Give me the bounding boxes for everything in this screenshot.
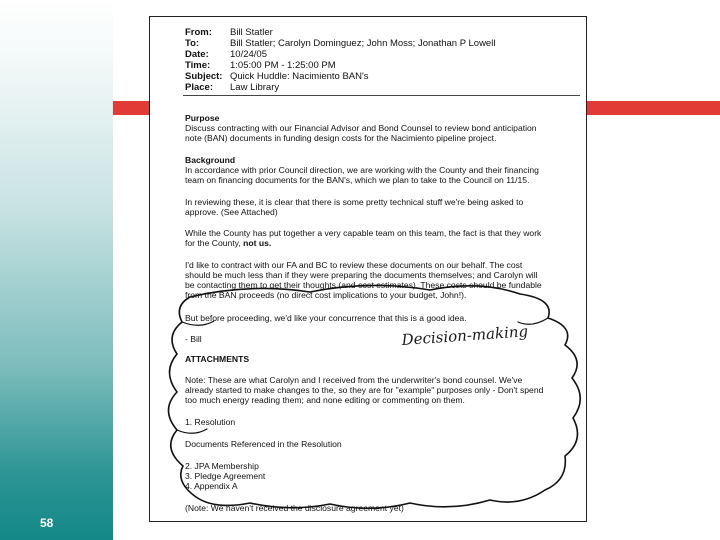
attachments-note-line: Note: These are what Carolyn and I received from the underwriter's bond counsel. We've: [185, 375, 523, 385]
header-subject-key: Subject:: [185, 71, 223, 82]
attachment-item: 4. Appendix A: [185, 481, 238, 491]
attachments-heading: ATTACHMENTS: [185, 354, 250, 364]
background-line: be contacting them to get their thoughts (and cost estimates). These costs should be fundable: [185, 280, 542, 290]
purpose-line: note (BAN) documents in funding design costs for the Nacimiento pipeline project.: [185, 133, 497, 143]
background-line: I'd like to contract with our FA and BC to review these documents on our behalf. The cost: [185, 260, 523, 270]
header-from-key: From:: [185, 27, 212, 38]
header-date-key: Date:: [185, 49, 209, 60]
header-place-value: Law Library: [230, 82, 280, 93]
concurrence-line: But before proceeding, we'd like your concurrence that this is a good idea.: [185, 313, 467, 323]
attachment-item: 3. Pledge Agreement: [185, 471, 266, 481]
attachments-note-line: too much energy reading them; and none editing or commenting on them.: [185, 395, 465, 405]
emphasis-text: not us.: [243, 238, 272, 248]
purpose-heading: Purpose: [185, 113, 220, 123]
header-time-value: 1:05:00 PM - 1:25:00 PM: [230, 60, 336, 71]
slide-number: 58: [40, 516, 54, 530]
header-from-value: Bill Statler: [230, 27, 273, 38]
header-time-key: Time:: [185, 60, 211, 71]
background-line: should be much less than if they were preparing the documents themselves; and Carolyn will: [185, 270, 538, 280]
header-date-value: 10/24/05: [230, 49, 267, 60]
background-text: for the County,: [185, 238, 244, 248]
handwritten-note: Decision-making: [401, 322, 529, 349]
background-line: approve. (See Attached): [185, 207, 278, 217]
docs-referenced-heading: Documents Referenced in the Resolution: [185, 439, 342, 449]
footnote: (Note: We haven't received the disclosure agreement yet): [185, 503, 404, 513]
header-to-value: Bill Statler; Carolyn Dominguez; John Moss; Jonathan P Lowell: [230, 38, 496, 49]
background-line: team on financing documents for the BAN's, which we plan to take to the Council on 11/15.: [185, 175, 530, 185]
header-subject-value: Quick Huddle: Nacimiento BAN's: [230, 71, 369, 82]
attachment-item: 1. Resolution: [185, 417, 236, 427]
background-line: from the BAN proceeds (no direct cost implications to your budget, John!).: [185, 290, 467, 300]
header-to-key: To:: [185, 38, 200, 49]
background-line: [185, 238, 271, 248]
memo-document: [149, 16, 587, 522]
attachment-item: 2. JPA Membership: [185, 461, 259, 471]
background-line: In accordance with prior Council direction, we are working with the County and their financing: [185, 165, 539, 175]
purpose-line: Discuss contracting with our Financial Advisor and Bond Counsel to review bond anticipation: [185, 123, 537, 133]
signoff: - Bill: [185, 334, 202, 344]
background-line: In reviewing these, it is clear that there is some pretty technical stuff we're being asked to: [185, 197, 524, 207]
background-line: While the County has put together a very capable team on this team, the fact is that they work: [185, 228, 542, 238]
background-heading: Background: [185, 155, 236, 165]
header-place-key: Place:: [185, 82, 213, 93]
sidebar-gradient: [0, 0, 113, 540]
attachments-note-line: already started to make changes to the, so they are for "example" purposes only - Don't spend: [185, 385, 544, 395]
header-divider: [183, 95, 580, 96]
